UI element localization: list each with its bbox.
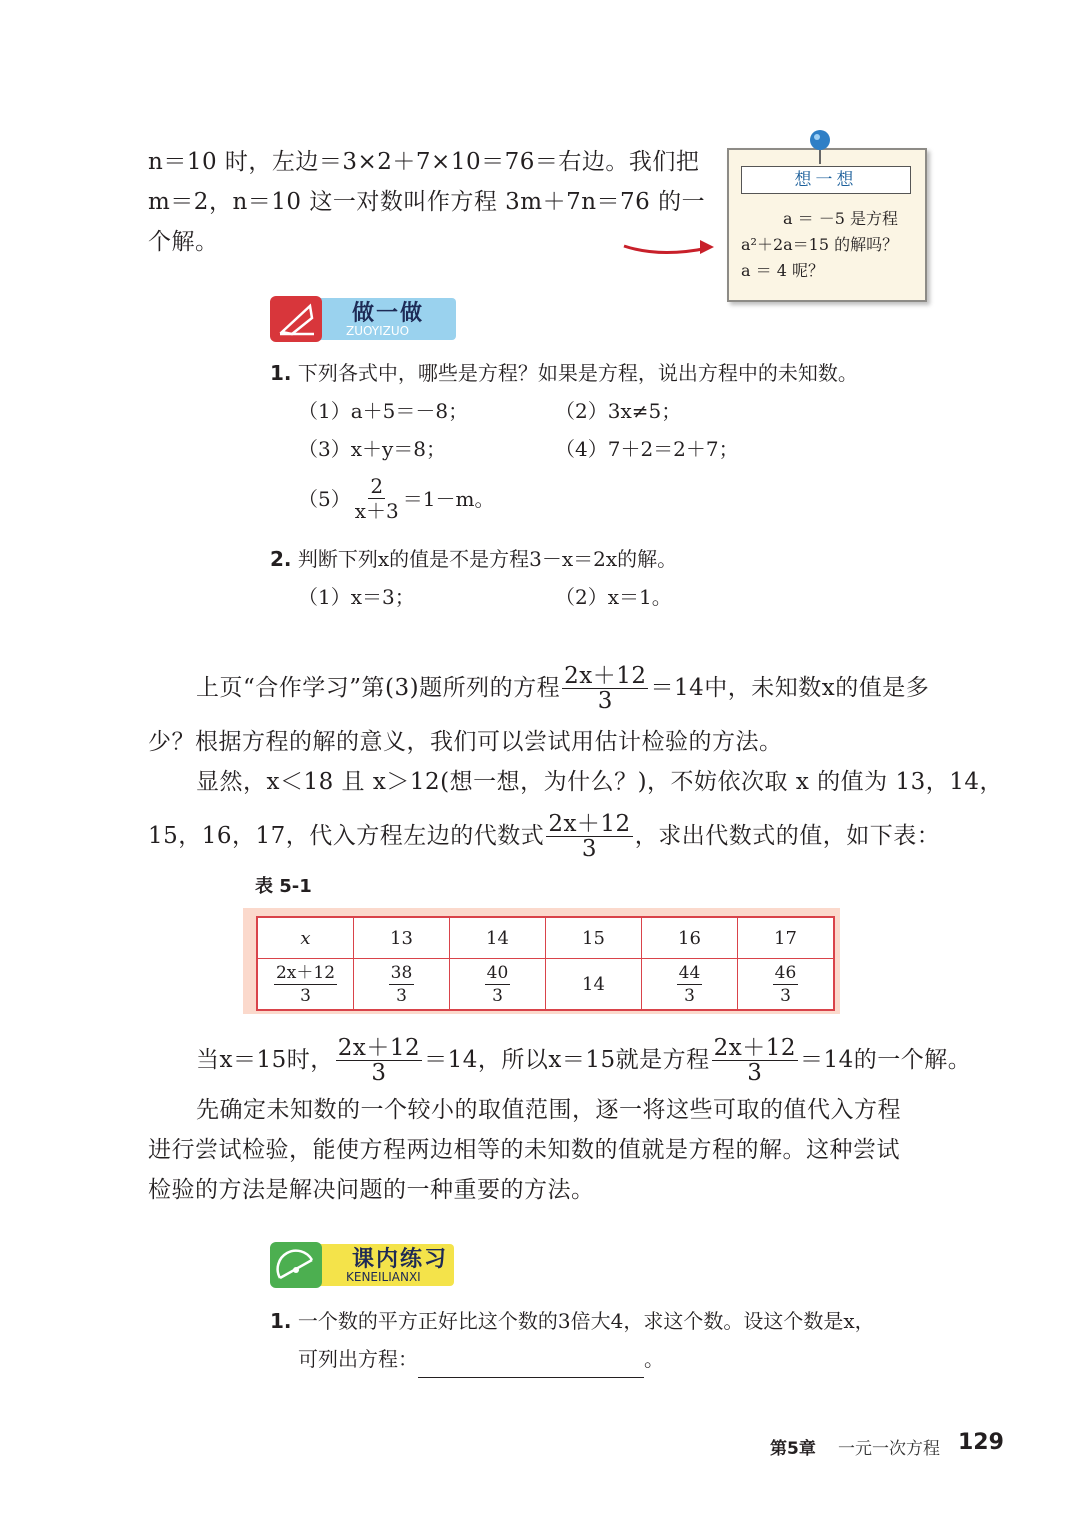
para3-denominator-1: 3 xyxy=(371,1059,387,1086)
table-header-expression xyxy=(257,959,354,1011)
table-caption: 表 5-1 xyxy=(255,876,312,897)
para4-line-2: 进行尝试检验，能使方程两边相等的未知数的值就是方程的解。这种尝试 xyxy=(148,1137,900,1163)
para3-numerator-1: 2x＋12 xyxy=(337,1034,421,1061)
value-denominator: 3 xyxy=(492,985,503,1006)
protractor-icon xyxy=(270,1242,322,1288)
section-title-practice: 课内练习 xyxy=(352,1247,449,1272)
table-cell-x: 16 xyxy=(642,917,738,959)
value-numerator: 46 xyxy=(774,962,797,983)
value-numerator: 44 xyxy=(678,962,701,983)
q1-item-5-fraction xyxy=(353,474,401,523)
para3-denominator-2: 3 xyxy=(747,1059,763,1086)
table-cell-x: 15 xyxy=(546,917,642,959)
table-cell-value: 14 xyxy=(546,959,642,1011)
pushpin-icon xyxy=(806,128,834,168)
practice-q1-text: 一个数的平方正好比这个数的3倍大4，求这个数。设这个数是x， xyxy=(297,1309,875,1333)
practice-q1-prompt: 可列出方程： xyxy=(298,1347,418,1371)
answer-blank[interactable] xyxy=(418,1351,644,1378)
table-5-1 xyxy=(256,916,835,1011)
table-cell-value xyxy=(738,959,835,1011)
intro-line-1: n＝10 时，左边＝3×2＋7×10＝76＝右边。我们把 xyxy=(148,149,700,175)
practice-q1-line-1 xyxy=(270,1302,875,1340)
para3-post: ＝14的一个解。 xyxy=(800,1047,972,1073)
table-row-value xyxy=(257,959,834,1011)
table-header-numerator: 2x＋12 xyxy=(275,962,336,983)
think-body xyxy=(741,206,919,284)
q1-item-5-numerator: 2 xyxy=(370,474,384,498)
practice-q1-line-2 xyxy=(298,1340,664,1378)
q1-item-1: （1）a＋5＝－8； xyxy=(298,399,469,423)
value-numerator: 38 xyxy=(390,962,413,983)
para1-denominator: 3 xyxy=(597,687,613,714)
q2-number: 2. xyxy=(270,547,292,571)
table-cell-x: 13 xyxy=(354,917,450,959)
value-denominator: 3 xyxy=(684,985,695,1006)
think-title: 想一想 xyxy=(741,166,911,194)
para4-line-3: 检验的方法是解决问题的一种重要的方法。 xyxy=(148,1177,595,1203)
arrow-icon xyxy=(620,232,720,262)
section-subtitle-practice: KENEILIANXI xyxy=(346,1270,421,1284)
q1-number: 1. xyxy=(270,361,292,385)
q1 xyxy=(270,354,858,392)
table-5-1-wrapper xyxy=(243,908,840,1014)
q1-item-5-denominator: x＋3 xyxy=(354,499,399,523)
value-denominator: 3 xyxy=(396,985,407,1006)
para1-fraction xyxy=(562,664,648,713)
para1-numerator: 2x＋12 xyxy=(564,662,647,689)
section-banner-do xyxy=(270,296,456,342)
para3-numerator-2: 2x＋12 xyxy=(713,1034,797,1061)
para1-pre: 上页“合作学习”第(3)题所列的方程 xyxy=(196,675,561,701)
section-banner-practice xyxy=(270,1242,456,1288)
think-note xyxy=(727,148,927,302)
page-number: 129 xyxy=(958,1430,1004,1455)
footer-chapter-title: 一元一次方程 xyxy=(838,1439,940,1459)
para3-fraction-1 xyxy=(336,1036,422,1085)
q2 xyxy=(270,540,677,578)
q2-item-1: （1）x＝3； xyxy=(298,585,415,609)
think-line-2: a²＋2a＝15 的解吗？ xyxy=(741,235,899,254)
para3 xyxy=(196,1032,971,1088)
para3-fraction-2 xyxy=(712,1036,798,1085)
q1-item-3: （3）x＋y＝8； xyxy=(298,437,447,461)
intro-line-3: 个解。 xyxy=(148,229,219,255)
para2-pre: 15，16，17，代入方程左边的代数式 xyxy=(148,823,545,849)
para2-denominator: 3 xyxy=(581,835,598,862)
para1-line-2: 少？根据方程的解的意义，我们可以尝试用估计检验的方法。 xyxy=(148,729,783,755)
section-subtitle-do: ZUOYIZUO xyxy=(346,324,410,338)
section-title-do: 做一做 xyxy=(352,301,425,326)
q1-item-2: （2）3x≠5； xyxy=(555,399,682,423)
para4-line-1: 先确定未知数的一个较小的取值范围，逐一将这些可取的值代入方程 xyxy=(196,1097,901,1123)
value-numerator: 40 xyxy=(486,962,509,983)
table-row-x xyxy=(257,917,834,959)
footer-chapter: 第5章 xyxy=(770,1439,816,1459)
para2-fraction xyxy=(546,812,632,861)
ruler-icon xyxy=(270,296,322,342)
para2-line-2 xyxy=(148,808,940,864)
q2-item-2: （2）x＝1。 xyxy=(555,585,672,609)
q1-item-5-label: （5） xyxy=(298,486,351,511)
table-header-x: x xyxy=(257,917,354,959)
para2-numerator: 2x＋12 xyxy=(548,810,631,837)
table-cell-value xyxy=(450,959,546,1011)
intro-line-2: m＝2，n＝10 这一对数叫作方程 3m＋7n＝76 的一 xyxy=(148,189,706,215)
table-header-denominator: 3 xyxy=(300,985,311,1006)
practice-q1-period: 。 xyxy=(644,1347,664,1371)
table-cell-value xyxy=(642,959,738,1011)
para1-post: ＝14中，未知数x的值是多 xyxy=(650,675,930,701)
para3-mid: ＝14，所以x＝15就是方程 xyxy=(424,1047,710,1073)
table-cell-value xyxy=(354,959,450,1011)
q1-text: 下列各式中，哪些是方程？如果是方程，说出方程中的未知数。 xyxy=(297,361,858,385)
q1-item-5 xyxy=(298,474,494,523)
q1-item-4: （4）7＋2＝2＋7； xyxy=(555,437,739,461)
practice-q1-number: 1. xyxy=(270,1309,292,1333)
q2-text: 判断下列x的值是不是方程3－x＝2x的解。 xyxy=(297,547,678,571)
table-cell-x: 14 xyxy=(450,917,546,959)
para1-line-1 xyxy=(196,660,929,716)
para2-post: ，求出代数式的值，如下表： xyxy=(634,823,941,849)
table-cell-x: 17 xyxy=(738,917,835,959)
think-line-3: a ＝ 4 呢？ xyxy=(741,261,824,280)
value-denominator: 3 xyxy=(780,985,791,1006)
para2-line-1: 显然，x＜18 且 x＞12(想一想，为什么？)，不妨依次取 x 的值为 13，14， xyxy=(196,769,1003,795)
q1-item-5-rest: ＝1－m。 xyxy=(402,486,495,511)
para3-pre: 当x＝15时， xyxy=(196,1047,334,1073)
think-line-1: a ＝ －5 是方程 xyxy=(783,209,898,228)
